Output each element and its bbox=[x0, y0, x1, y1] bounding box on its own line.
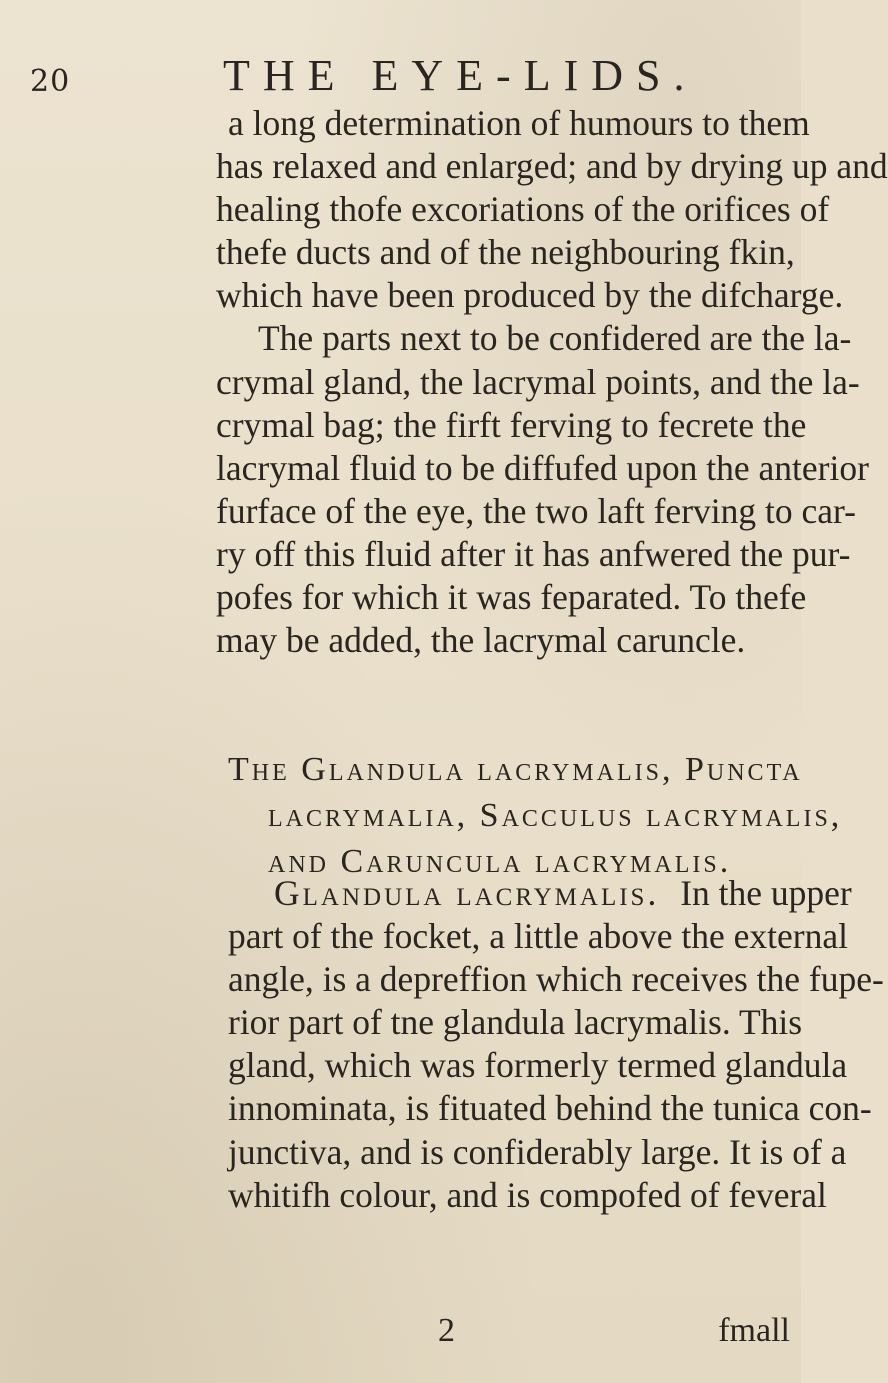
text-line: angle, is a depreffion which receives the fupe- bbox=[228, 959, 884, 1000]
text-line: a long determination of humours to them bbox=[228, 103, 810, 143]
text-line: gland, which was formerly termed glandula bbox=[228, 1045, 848, 1086]
catchline bbox=[228, 1308, 794, 1354]
text-line: has relaxed and enlarged; and by drying up and bbox=[216, 146, 888, 187]
paragraph-2 bbox=[216, 317, 869, 662]
text-line: thefe ducts and of the neighbouring fkin, bbox=[216, 232, 795, 273]
page-number: 20 bbox=[30, 64, 71, 99]
text-line: pofes for which it was feparated. To thefe bbox=[216, 577, 807, 618]
body-text-bottom bbox=[228, 872, 884, 1217]
text-line: which have been produced by the difcharge. bbox=[216, 275, 844, 316]
heading-line: lacrymalia, Sacculus lacrymalis, bbox=[268, 797, 843, 834]
text-line: whitifh colour, and is compofed of feveral bbox=[228, 1174, 827, 1215]
catchword: fmall bbox=[718, 1312, 790, 1349]
text-line: The parts next to be confidered are the la- bbox=[258, 318, 852, 359]
text-line: may be added, the lacrymal caruncle. bbox=[216, 620, 746, 661]
body-text-top bbox=[216, 102, 888, 662]
text-line: rior part of tne glandula lacrymalis. This bbox=[228, 1002, 803, 1043]
text-line: crymal bag; the firft ferving to fecrete the bbox=[216, 404, 807, 445]
running-head: THE EYE-LIDS. bbox=[223, 51, 698, 100]
text-line: innominata, is fituated behind the tunica con- bbox=[228, 1088, 872, 1129]
section-heading bbox=[228, 747, 843, 885]
lead-text: In the upper bbox=[680, 873, 852, 913]
heading-line: and Caruncula lacrymalis. bbox=[268, 843, 732, 880]
text-line-lead bbox=[274, 872, 852, 915]
page-header bbox=[30, 50, 770, 110]
heading-line: The Glandula lacrymalis, Puncta bbox=[228, 751, 803, 788]
text-line: part of the focket, a little above the external bbox=[228, 916, 848, 957]
signature-mark: 2 bbox=[438, 1312, 455, 1349]
text-line: lacrymal fluid to be diffufed upon the anterior bbox=[216, 447, 869, 488]
text-line: healing thofe excoriations of the orifices of bbox=[216, 189, 830, 230]
run-in-heading: Glandula lacrymalis. bbox=[274, 873, 660, 913]
text-line: ry off this fluid after it has anfwered the pur- bbox=[216, 533, 851, 574]
text-line: junctiva, and is confiderably large. It is of a bbox=[228, 1131, 847, 1172]
text-line: furface of the eye, the two laft ferving to car- bbox=[216, 490, 856, 531]
text-line: crymal gland, the lacrymal points, and the la- bbox=[216, 361, 860, 402]
paragraph-1 bbox=[216, 102, 888, 317]
